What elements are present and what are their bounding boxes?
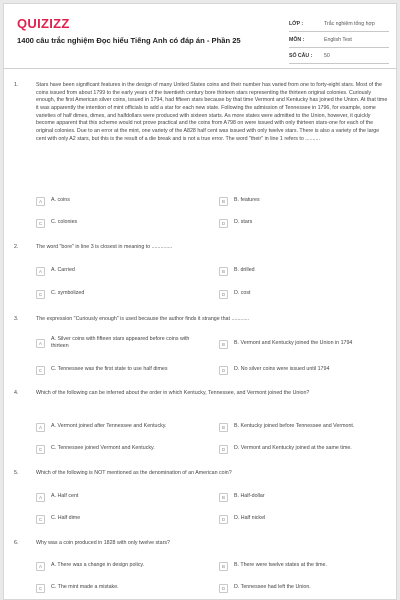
option-letter-box: B: [219, 493, 228, 502]
option-letter-box: A: [36, 267, 45, 276]
question-number: 3.: [14, 316, 19, 322]
option-text: D. No silver coins were issued until 1794: [234, 366, 330, 373]
option-letter-box: D: [219, 290, 228, 299]
question-text: The word "bore" in line 3 is closest in meaning to ..............: [36, 244, 173, 250]
question-number: 1.: [14, 82, 19, 88]
option-3d[interactable]: [219, 364, 394, 376]
option-text: A. Half cent: [51, 493, 79, 500]
option-6b[interactable]: [219, 560, 397, 572]
option-letter-box: A: [36, 562, 45, 571]
option-letter-box: C: [36, 366, 45, 375]
option-letter-box: C: [36, 290, 45, 299]
option-text: A. coins: [51, 197, 70, 204]
question-number: 2.: [14, 244, 19, 250]
page-title: 1400 câu trắc nghiệm Đọc hiểu Tiếng Anh có đáp án - Phần 25: [17, 36, 241, 45]
option-2a[interactable]: [36, 265, 206, 277]
question-6: [14, 540, 394, 552]
option-5c[interactable]: [36, 513, 206, 525]
option-1d[interactable]: [219, 217, 389, 229]
option-text: B. There were twelve states at the time.: [234, 562, 327, 569]
option-3c[interactable]: [36, 364, 216, 376]
option-6a[interactable]: [36, 560, 216, 572]
option-text: C. Tennessee joined Vermont and Kentucky.: [51, 445, 155, 452]
option-5a[interactable]: [36, 491, 206, 503]
option-letter-box: B: [219, 340, 228, 349]
option-letter-box: D: [219, 515, 228, 524]
option-letter-box: D: [219, 584, 228, 593]
option-text: A. There was a change in design policy.: [51, 562, 145, 569]
option-6c[interactable]: [36, 582, 216, 594]
question-text: Stars have been significant features in the design of many United States coins and their number has varied from one to forty-eight stars. Most of the coins issued from about 1799 to the early years of the twentieth century bore thirteen stars representing the thirteen original colonies. Curiously enough, the first American silver coins, issued in 1794, had fifteen stars because by that time Vermont and Kentucky has joined the Union. At that time it was apparently the intention of mint officials to add a star for each new state. Following the admission of Tennessee in 1796, for example, some varieties of half dimes, dimes, and halfdollars were produced with sixteen starts. As more states were admitted to the Union, however, it quickly become apparent that this scheme would not prove practical and the coins from A798 on were issued with only thirteen stars-one for each of the original colonies. Due to an error at the mint, one variety of the A828 half cent was issued with only twelve stars. There is also a variety of the large cent with only A2 stars, but this is the result of a die break and is not a true error. The word "their" in line 1 refers to ..........: [36, 82, 388, 142]
option-letter-box: A: [36, 197, 45, 206]
question-text: The expression "Curiously enough" is used because the author finds it strange that ............: [36, 316, 250, 322]
question-number: 5.: [14, 470, 19, 476]
option-3a[interactable]: [36, 333, 211, 353]
header: [4, 4, 396, 66]
option-4c[interactable]: [36, 443, 216, 455]
worksheet-page: [3, 3, 397, 600]
meta-value: 50: [324, 52, 330, 59]
option-text: B. drilled: [234, 267, 255, 274]
option-text: D. Tennessee had left the Union.: [234, 584, 311, 591]
question-5: [14, 470, 394, 482]
option-text: D. stars: [234, 219, 253, 226]
meta-value: English Test: [324, 36, 352, 43]
option-letter-box: A: [36, 423, 45, 432]
meta-label: LỚP :: [289, 20, 304, 27]
option-text: A. Silver coins with fifteen stars appeared before coins with thirteen: [51, 335, 190, 349]
option-text: B. Half-dollar: [234, 493, 265, 500]
question-number: 4.: [14, 390, 19, 396]
option-letter-box: D: [219, 445, 228, 454]
option-4a[interactable]: [36, 421, 216, 433]
option-text: D. Vermont and Kentucky joined at the same time.: [234, 445, 352, 452]
option-text: D. Half nickel: [234, 515, 266, 522]
option-letter-box: D: [219, 366, 228, 375]
option-letter-box: B: [219, 197, 228, 206]
option-text: A. Vermont joined after Tennessee and Kentucky.: [51, 423, 167, 430]
question-4: [14, 390, 394, 410]
option-letter-box: B: [219, 267, 228, 276]
option-letter-box: B: [219, 562, 228, 571]
option-3b[interactable]: [219, 338, 397, 350]
question-3: [14, 316, 394, 328]
option-letter-box: C: [36, 584, 45, 593]
option-4d[interactable]: [219, 443, 397, 455]
option-letter-box: D: [219, 219, 228, 228]
option-letter-box: C: [36, 515, 45, 524]
option-text: C. Tennessee was the first state to use half dimes: [51, 366, 168, 373]
question-number: 6.: [14, 540, 19, 546]
option-1a[interactable]: [36, 195, 206, 207]
question-2: [14, 244, 394, 256]
option-text: C. The mint made a mistake.: [51, 584, 119, 591]
option-text: B. features: [234, 197, 260, 204]
option-text: C. symbolized: [51, 290, 85, 297]
option-text: C. colonies: [51, 219, 78, 226]
meta-label: SỐ CÂU :: [289, 52, 313, 59]
option-2b[interactable]: [219, 265, 389, 277]
option-6d[interactable]: [219, 582, 397, 594]
option-2c[interactable]: [36, 288, 206, 300]
question-text: Which of the following can be inferred about the order in which Kentucky, Tennessee, and Vermont joined the Union?: [36, 390, 310, 396]
option-5d[interactable]: [219, 513, 389, 525]
option-1b[interactable]: [219, 195, 389, 207]
option-2d[interactable]: [219, 288, 389, 300]
option-letter-box: C: [36, 445, 45, 454]
option-letter-box: C: [36, 219, 45, 228]
option-1c[interactable]: [36, 217, 206, 229]
option-letter-box: A: [36, 339, 45, 348]
meta-row-subject: [289, 32, 389, 48]
option-text: B. Vermont and Kentucky joined the Union in 1794: [234, 340, 353, 347]
question-1: [14, 82, 394, 192]
meta-label: MÔN :: [289, 36, 305, 43]
option-text: C. Half dime: [51, 515, 81, 522]
option-text: D. cost: [234, 290, 251, 297]
meta-table: [289, 16, 389, 64]
meta-row-class: [289, 16, 389, 32]
quizizz-logo: QUIZIZZ: [17, 16, 70, 31]
header-divider: [4, 68, 396, 69]
question-text: Which of the following is NOT mentioned as the denomination of an American coin?: [36, 470, 232, 476]
option-5b[interactable]: [219, 491, 389, 503]
option-text: A. Carried: [51, 267, 75, 274]
meta-value: Trắc nghiệm tổng hợp: [324, 20, 375, 27]
option-letter-box: A: [36, 493, 45, 502]
option-4b[interactable]: [219, 421, 397, 433]
question-text: Why was a coin produced in 1828 with only twelve stars?: [36, 540, 170, 546]
meta-row-count: [289, 48, 389, 64]
option-letter-box: B: [219, 423, 228, 432]
option-text: B. Kentucky joined before Tennessee and Vermont.: [234, 423, 355, 430]
